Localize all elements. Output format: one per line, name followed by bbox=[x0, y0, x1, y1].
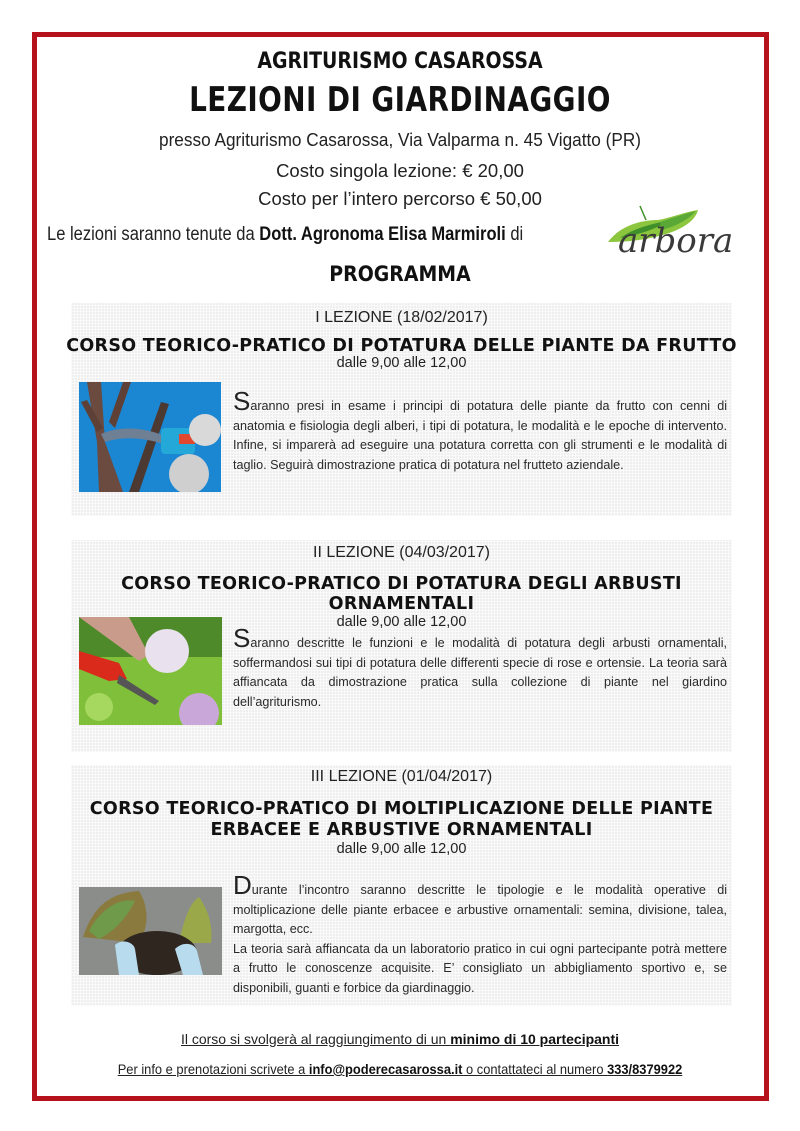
description-text: urante l’incontro saranno descritte le tipologie e le modalità operative di moltiplicazione delle piante erbacee e arbustive ornamentali: semina, divisione, talea, margotta, ecc. bbox=[233, 883, 727, 936]
lesson-title-line-2: ERBACEE E ARBUSTIVE ORNAMENTALI bbox=[210, 820, 593, 840]
photo-illustration bbox=[79, 382, 221, 492]
drop-cap: D bbox=[233, 870, 252, 900]
minimum-prefix: Il corso si svolgerà al raggiungimento di un bbox=[180, 1031, 451, 1047]
email-link[interactable]: info@poderecasarossa.it bbox=[308, 1061, 463, 1077]
address: presso Agriturismo Casarossa, Via Valparma n. 45 Vigatto (PR) bbox=[159, 129, 641, 150]
info-prefix: Per info e prenotazioni scrivete a bbox=[117, 1061, 309, 1077]
poster-title: LEZIONI DI GIARDINAGGIO bbox=[189, 80, 611, 120]
logo-wordmark: arbora bbox=[618, 221, 734, 258]
lesson-card-1 bbox=[66, 303, 737, 516]
teacher-prefix: Le lezioni saranno tenute da bbox=[47, 224, 260, 245]
lesson-title-line-2: ORNAMENTALI bbox=[328, 594, 475, 614]
contact-info bbox=[32, 1061, 768, 1077]
lesson-title-line-1: CORSO TEORICO-PRATICO DI POTATURA DEGLI ARBUSTI bbox=[121, 574, 682, 594]
minimum-participants-note bbox=[0, 1031, 800, 1047]
phone-number[interactable]: 333/8379922 bbox=[607, 1061, 683, 1077]
photo-illustration bbox=[79, 887, 222, 975]
lesson-title-line-1: CORSO TEORICO-PRATICO DI MOLTIPLICAZIONE DELLE PIANTE bbox=[89, 799, 714, 819]
info-middle: o contattateci al numero bbox=[462, 1061, 608, 1077]
photo-illustration bbox=[79, 617, 222, 725]
description-text-2: La teoria sarà affiancata da un laboratorio pratico in cui ogni partecipante potrà mettere a frutto le conoscenze acquisite. E’ consigliato un abbigliamento sportivo e, se disponibili, guanti e forbice da giardinaggio. bbox=[233, 941, 727, 995]
pruning-fruit-tree-photo bbox=[79, 382, 221, 492]
lesson-time: dalle 9,00 alle 12,00 bbox=[336, 355, 467, 371]
lesson-description bbox=[233, 870, 727, 998]
leaf-logo-icon bbox=[600, 204, 760, 258]
lesson-date: III LEZIONE (01/04/2017) bbox=[310, 768, 493, 785]
cost-single-lesson: Costo singola lezione: € 20,00 bbox=[276, 160, 524, 181]
lesson-card-2 bbox=[71, 540, 732, 752]
minimum-count: minimo di 10 partecipanti bbox=[450, 1031, 620, 1047]
teacher-line bbox=[47, 224, 523, 246]
arbora-logo bbox=[600, 204, 760, 258]
lesson-time: dalle 9,00 alle 12,00 bbox=[336, 614, 467, 630]
lesson-description bbox=[233, 386, 727, 475]
teacher-suffix: di bbox=[505, 224, 524, 245]
description-text: aranno presi in esame i principi di potatura delle piante da frutto con cenni di anatomia e fisiologia degli alberi, i tipi di potatura, le modalità e le epoche di intervento. Infine, si imparerà ad eseguire una potatura corretta con gli strumenti e le modalità di taglio. Seguirà dimostrazione pratica di potatura nel frutteto aziendale. bbox=[233, 399, 727, 472]
lesson-title: CORSO TEORICO-PRATICO DI POTATURA DELLE PIANTE DA FRUTTO bbox=[66, 336, 737, 356]
drop-cap: S bbox=[233, 386, 251, 416]
lesson-date: II LEZIONE (04/03/2017) bbox=[313, 544, 490, 561]
program-heading: PROGRAMMA bbox=[329, 262, 471, 286]
lesson-description bbox=[233, 623, 727, 712]
plant-division-photo bbox=[79, 887, 222, 975]
pruning-hydrangea-photo bbox=[79, 617, 222, 725]
lesson-card-3 bbox=[71, 765, 732, 1006]
lesson-time: dalle 9,00 alle 12,00 bbox=[336, 841, 467, 857]
description-text: aranno descritte le funzioni e le modalità di potatura degli arbusti ornamentali, soffermandosi sui tipi di potatura delle differenti specie di rose e ortensie. La teoria sarà affiancata da dimostrazione pratica sulla collezione di piante nel giardino dell’agriturismo. bbox=[233, 636, 727, 709]
drop-cap: S bbox=[233, 623, 251, 653]
teacher-name: Dott. Agronoma Elisa Marmiroli bbox=[259, 224, 506, 245]
lesson-date: I LEZIONE (18/02/2017) bbox=[315, 309, 488, 326]
organization-name: AGRITURISMO CASAROSSA bbox=[257, 49, 543, 74]
cost-full-course: Costo per l’intero percorso € 50,00 bbox=[258, 188, 542, 209]
